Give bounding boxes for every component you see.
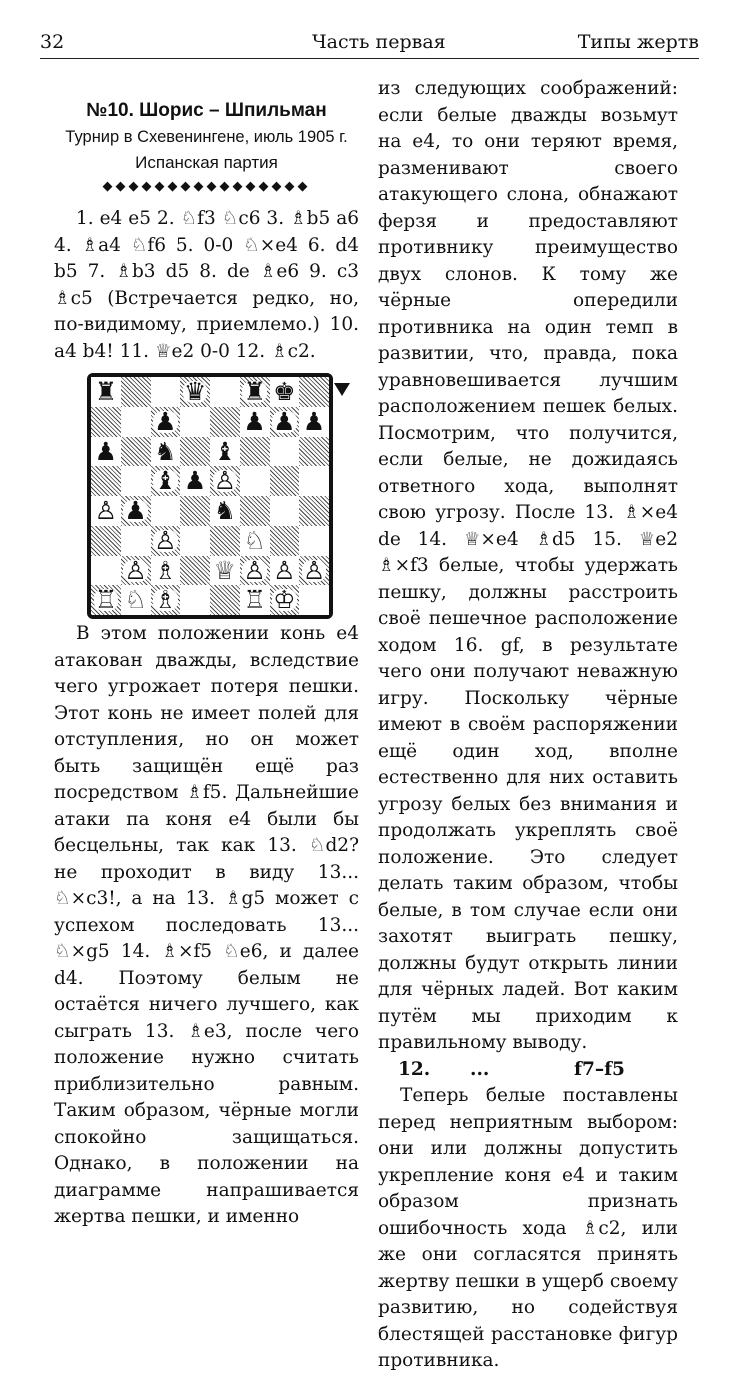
square-h6 (299, 437, 329, 467)
page-number: 32 (40, 31, 65, 53)
left-column (54, 90, 359, 1231)
square-f5 (240, 466, 270, 496)
chess-piece-e4: ♞ (213, 496, 237, 525)
black-to-move-icon (334, 383, 350, 396)
chess-piece-f2: ♙ (243, 555, 266, 585)
square-e7 (210, 407, 240, 437)
square-b7 (121, 407, 151, 437)
game-title: №10. Шорис – Шпильман (86, 100, 327, 121)
chess-piece-c3: ♙ (154, 525, 177, 555)
square-d6 (180, 437, 210, 467)
square-b6 (121, 437, 151, 467)
chess-piece-h2: ♙ (302, 555, 326, 585)
square-g3 (270, 526, 300, 556)
square-h3 (299, 526, 329, 556)
chess-piece-f3: ♘ (243, 525, 266, 555)
move-black: f7–f5 (574, 1058, 625, 1080)
square-e8 (210, 377, 240, 407)
square-g6 (270, 437, 300, 467)
chess-piece-a4: ♙ (94, 496, 118, 525)
square-h8 (299, 377, 329, 407)
square-f4 (240, 496, 270, 526)
chess-piece-a6: ♟ (94, 436, 118, 466)
square-h1 (299, 585, 329, 615)
chess-piece-a1: ♖ (94, 585, 118, 615)
chess-piece-c1: ♗ (154, 585, 177, 615)
square-a2 (91, 556, 121, 586)
move-number: 12. (398, 1058, 431, 1080)
square-a5 (91, 466, 121, 496)
chess-piece-h7: ♟ (302, 406, 326, 436)
square-b3 (121, 526, 151, 556)
square-a7 (91, 407, 121, 437)
square-d3 (180, 526, 210, 556)
chess-piece-e2: ♕ (213, 555, 237, 585)
square-d2 (180, 556, 210, 586)
square-e1 (210, 585, 240, 615)
move-white: ... (470, 1058, 490, 1080)
square-b5 (121, 466, 151, 496)
square-d7 (180, 407, 210, 437)
right-paragraph-1: из следующих соображений: если белые дважды возьмут на e4, то они теряют время, разменивают своего атакующего слона, обнажают ферзя и предоставляют противнику преимущество двух слонов. К тому же чёрные опередили противника на один темп в развитии, что, правда, пока уравновешивается лучшим расположением пешек белых. Посмотрим, что получится, если белые, не дожидаясь ответного хода, выполнят свою угрозу. После 13. ♗×e4 de 14. ♕×e4 ♗d5 15. ♕e2 ♗×f3 белые, чтобы удержать пешку, должны расстроить своё пешечное расположение ходом 16. gf, в результате чего они получают неважную игру. Поскольку чёрные имеют в своём распоряжении ещё один ход, вполне естественно для них оставить угрозу белых без внимания и продолжать укреплять своё положение. Это следует делать таким образом, чтобы белые, в том случае если они захотят выиграть пешку, должны будут открыть линии для чёрных ладей. Вот каким путём мы приходим к правильному выводу. (378, 78, 678, 1053)
chess-piece-f7: ♟ (243, 406, 266, 436)
chess-piece-g7: ♟ (273, 406, 296, 436)
square-f6 (240, 437, 270, 467)
chess-piece-e6: ♝ (213, 436, 237, 466)
square-d4 (180, 496, 210, 526)
square-h5 (299, 466, 329, 496)
chess-piece-c2: ♗ (154, 555, 177, 585)
ornament-divider: ◆◆◆◆◆◆◆◆◆◆◆◆◆◆◆◆ (102, 179, 311, 194)
chess-piece-f1: ♖ (243, 585, 266, 615)
move-line (378, 1057, 678, 1084)
chess-piece-g2: ♙ (273, 555, 296, 585)
chess-piece-e5: ♙ (213, 466, 237, 496)
chess-piece-a8: ♜ (94, 377, 118, 406)
square-d1 (180, 585, 210, 615)
left-paragraph: В этом положении конь e4 атакован дважды, вследствие чего угрожает потеря пешки. Этот конь не имеет полей для отступления, но он может быть защищён ещё раз посредством ♗f5. Дальнейшие атаки па коня e4 были бы бесцельны, так как 13. ♘d2? не проходит в виду 13... ♘×c3!, а на 13. ♗g5 может с успехом последовать 13... ♘×g5 14. ♗×f5 ♘e6, и далее d4. Поэтому белым не остаётся ничего лучшего, как сыграть 13. ♗e3, после чего положение нужно считать приблизительно равным. Таким образом, чёрные могли спокойно защищаться. Однако, в положении на диаграмме напрашивается жертва пешки, и именно (54, 623, 359, 1227)
chess-piece-g8: ♚ (273, 377, 296, 406)
chess-piece-c7: ♟ (154, 406, 177, 436)
square-c8 (151, 377, 181, 407)
chess-piece-g1: ♔ (273, 585, 296, 615)
square-g5 (270, 466, 300, 496)
game-moves: 1. e4 e5 2. ♘f3 ♘c6 3. ♗b5 a6 4. ♗a4 ♘f6 5. 0-0 ♘×e4 6. d4 b5 7. ♗b3 d5 8. de ♗e6 9. c3 ♗c5 (Встречается редко, но, по-видимому, приемлемо.) 10. a4 b4! 11. ♕e2 0-0 12. ♗c2. (54, 208, 359, 362)
chess-board (87, 373, 333, 619)
running-header-section: Типы жертв (577, 31, 699, 53)
right-column (378, 76, 678, 1375)
square-h4 (299, 496, 329, 526)
chess-piece-b1: ♘ (124, 585, 147, 615)
square-e3 (210, 526, 240, 556)
chess-piece-c6: ♞ (154, 436, 177, 466)
square-a3 (91, 526, 121, 556)
game-opening: Испанская партия (135, 153, 278, 172)
square-g4 (270, 496, 300, 526)
header-rule (40, 58, 699, 59)
square-b8 (121, 377, 151, 407)
chess-piece-b4: ♟ (124, 496, 147, 525)
chess-piece-d5: ♟ (183, 466, 207, 496)
chess-piece-c5: ♝ (154, 466, 177, 496)
chess-piece-b2: ♙ (124, 555, 147, 585)
game-event: Турнир в Схевенингене, июль 1905 г. (65, 128, 348, 146)
square-c4 (151, 496, 181, 526)
running-header-part: Часть первая (312, 31, 446, 53)
chess-piece-f8: ♜ (243, 377, 266, 406)
right-paragraph-2: Теперь белые поставлены перед неприятным выбором: они или должны допустить укрепление коня e4 и таким образом признать ошибочность хода ♗c2, или же они согласятся принять жертву пешки в ущерб своему развитию, но содействуя блестящей расстановке фигур противника. (378, 1085, 678, 1371)
chess-piece-d8: ♛ (183, 377, 207, 406)
diagram (54, 373, 359, 621)
